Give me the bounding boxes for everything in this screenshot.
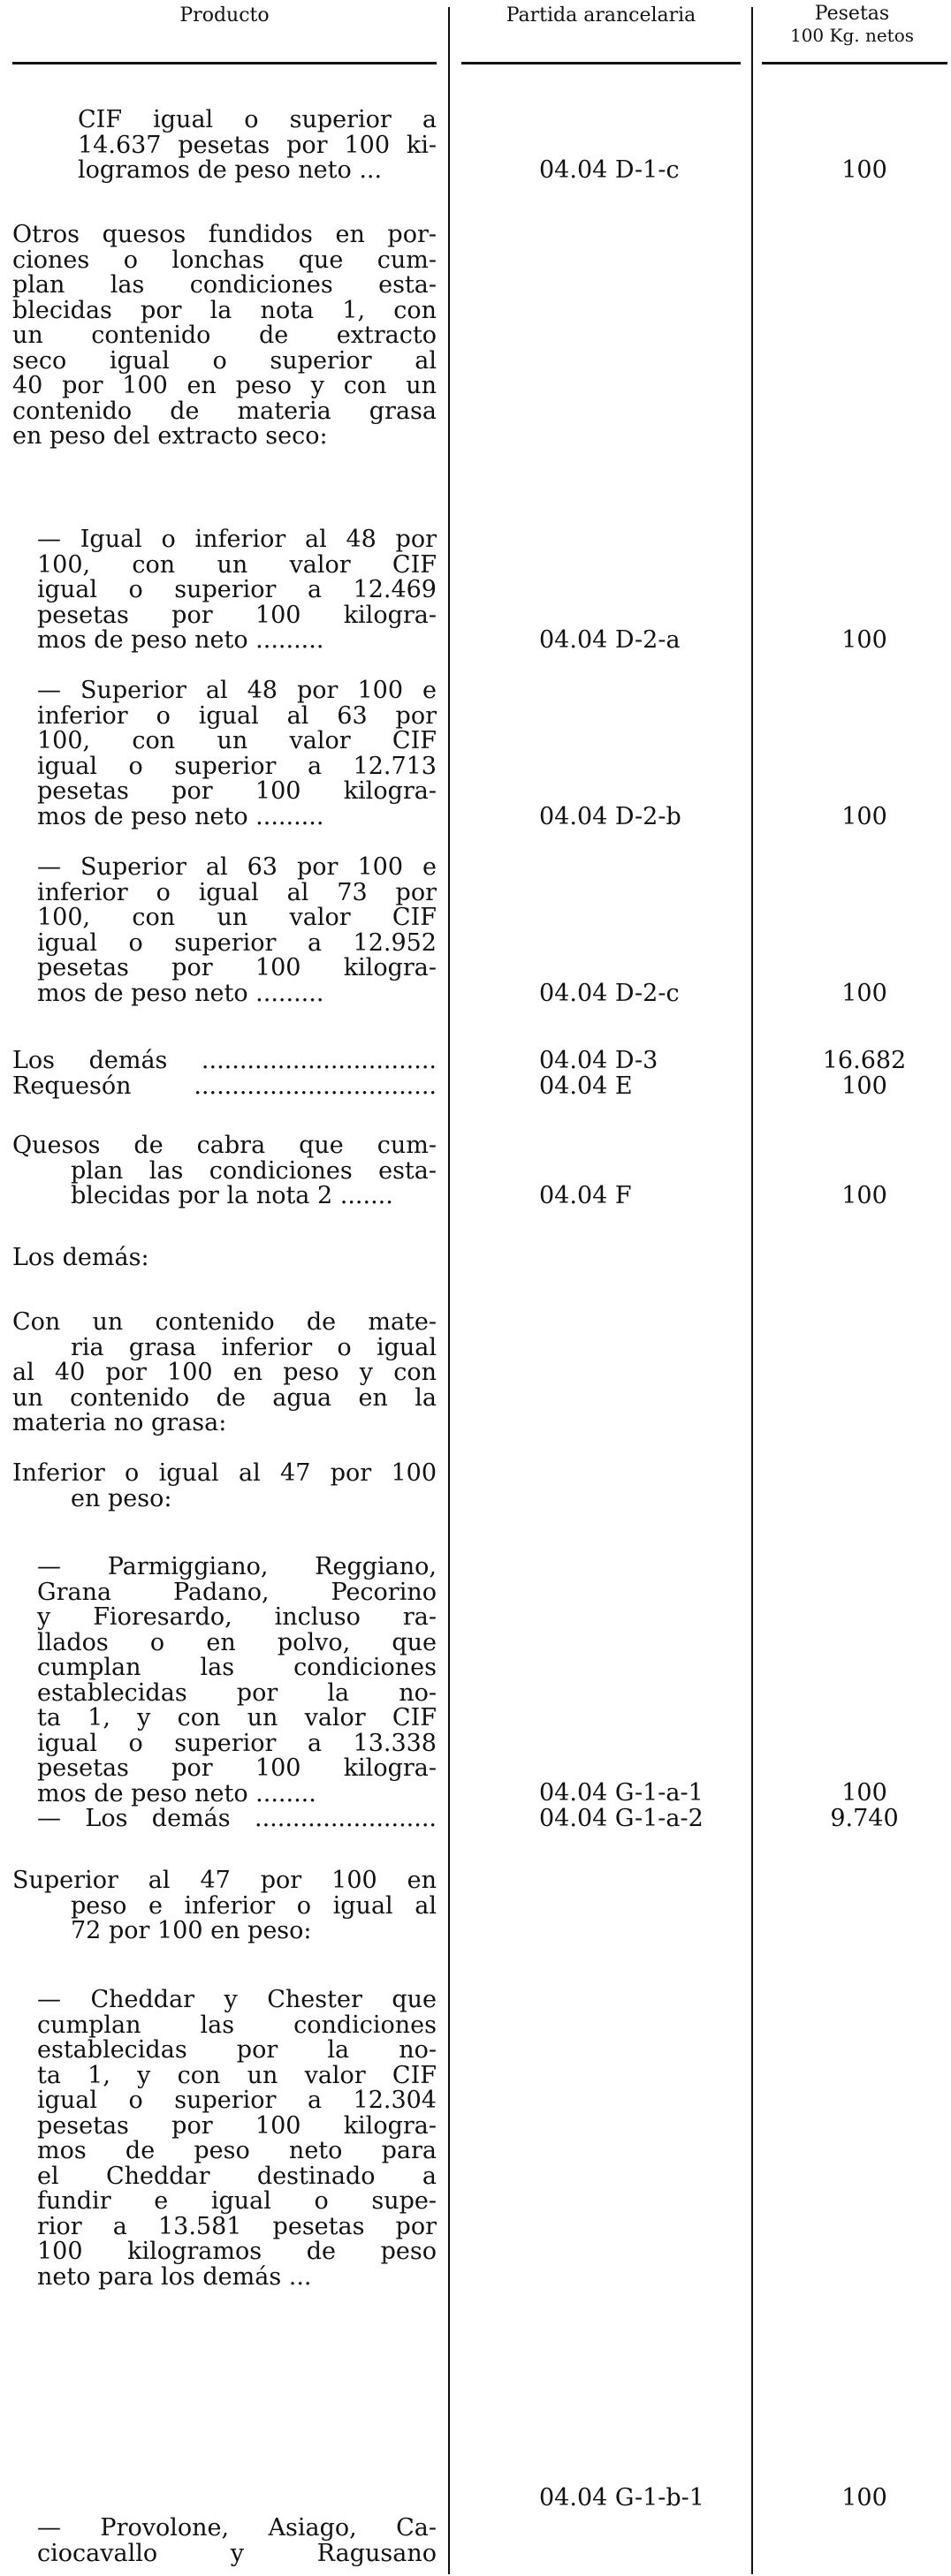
tariff-code: 04.04 G-1-b-1 xyxy=(539,2484,704,2512)
product-description: — Los demás ........................ xyxy=(37,1805,437,1832)
product-description: — Cheddar y Chester que cumplan las condiciones establecidas por la no- ta 1, y con un valor CIF igual o superior a 12.304 pesetas por 100 kilogra- mos de peso neto para el Cheddar destinado a fundir e igual o supe- rior a 13.581 pesetas por 100 kilogramos de peso neto para los demás ... xyxy=(37,1986,437,2291)
product-description: — Igual o inferior al 48 por 100, con un valor CIF igual o superior a 12.469 pesetas por 100 kilogra- mos de peso neto ......... xyxy=(37,526,437,654)
pesetas-value: 16.682 xyxy=(822,1047,907,1074)
product-description: Superior al 47 por 100 en peso e inferior o igual al 72 por 100 en peso: xyxy=(12,1867,437,1944)
tariff-code: 04.04 G-1-a-1 xyxy=(539,1779,704,1807)
pesetas-value: 100 xyxy=(841,156,887,184)
column-divider-left xyxy=(448,7,450,2574)
tariff-code: 04.04 E xyxy=(539,1072,633,1100)
header-partida-arancelaria: Partida arancelaria xyxy=(506,4,696,27)
product-description: Los demás ............................... xyxy=(12,1047,437,1074)
header-pesetas-unit: 100 Kg. netos xyxy=(789,25,915,46)
product-description: Quesos de cabra que cum- plan las condiciones esta- blecidas por la nota 2 ....... xyxy=(12,1132,437,1209)
header-rule-producto xyxy=(12,62,437,64)
product-description: CIF igual o superior a 14.637 pesetas por 100 ki- logramos de peso neto ... xyxy=(78,106,437,184)
tariff-code: 04.04 D-1-c xyxy=(539,156,680,184)
product-description: Otros quesos fundidos en por- ciones o lonchas que cum- plan las condiciones esta- blecidas por la nota 1, con un contenido de extracto seco igual o superior al 40 por 100 en peso y con un contenido de materia grasa en peso del extracto seco: xyxy=(12,221,437,450)
pesetas-value: 100 xyxy=(841,1072,887,1100)
pesetas-value: 100 xyxy=(841,1779,887,1807)
tariff-code: 04.04 D-2-a xyxy=(539,626,681,654)
section-heading: Los demás: xyxy=(12,1244,149,1271)
tariff-code: 04.04 F xyxy=(539,1182,632,1209)
column-divider-right xyxy=(751,7,753,2574)
product-description: — Provolone, Asiago, Ca- ciocavallo y Ragusano xyxy=(37,2514,437,2567)
pesetas-value: 100 xyxy=(841,980,887,1007)
product-description: — Parmiggiano, Reggiano, Grana Padano, Pecorino y Fioresardo, incluso ra- llados o en polvo, que cumplan las condiciones establecidas por la no- ta 1, y con un valor CIF igual o superior a 13.338 pesetas por 100 kilogra- mos de peso neto ........ xyxy=(37,1553,437,1807)
product-description: — Superior al 63 por 100 e inferior o igual al 73 por 100, con un valor CIF igual o superior a 12.952 pesetas por 100 kilogra- mos de peso neto ......... xyxy=(37,853,437,1007)
tariff-code: 04.04 D-3 xyxy=(539,1047,658,1074)
pesetas-value: 100 xyxy=(841,1182,887,1209)
product-description: Requesón ................................ xyxy=(12,1072,437,1100)
tariff-code: 04.04 D-2-c xyxy=(539,980,680,1007)
pesetas-value: 100 xyxy=(841,626,887,654)
pesetas-value: 100 xyxy=(841,2484,887,2512)
header-rule-partida xyxy=(461,62,741,64)
product-description: Inferior o igual al 47 por 100 en peso: xyxy=(12,1459,437,1512)
header-producto: Producto xyxy=(179,4,270,27)
pesetas-value: 100 xyxy=(841,803,887,830)
tariff-code: 04.04 G-1-a-2 xyxy=(539,1805,704,1832)
header-pesetas: Pesetas xyxy=(814,3,890,25)
header-rule-pesetas xyxy=(762,62,947,64)
product-description: — Superior al 48 por 100 e inferior o igual al 63 por 100, con un valor CIF igual o superior a 12.713 pesetas por 100 kilogra- mos de peso neto ......... xyxy=(37,677,437,830)
pesetas-value: 9.740 xyxy=(830,1805,899,1832)
product-description: Con un contenido de mate- ria grasa inferior o igual al 40 por 100 en peso y con un contenido de agua en la materia no grasa: xyxy=(12,1308,437,1436)
tariff-code: 04.04 D-2-b xyxy=(539,803,681,830)
